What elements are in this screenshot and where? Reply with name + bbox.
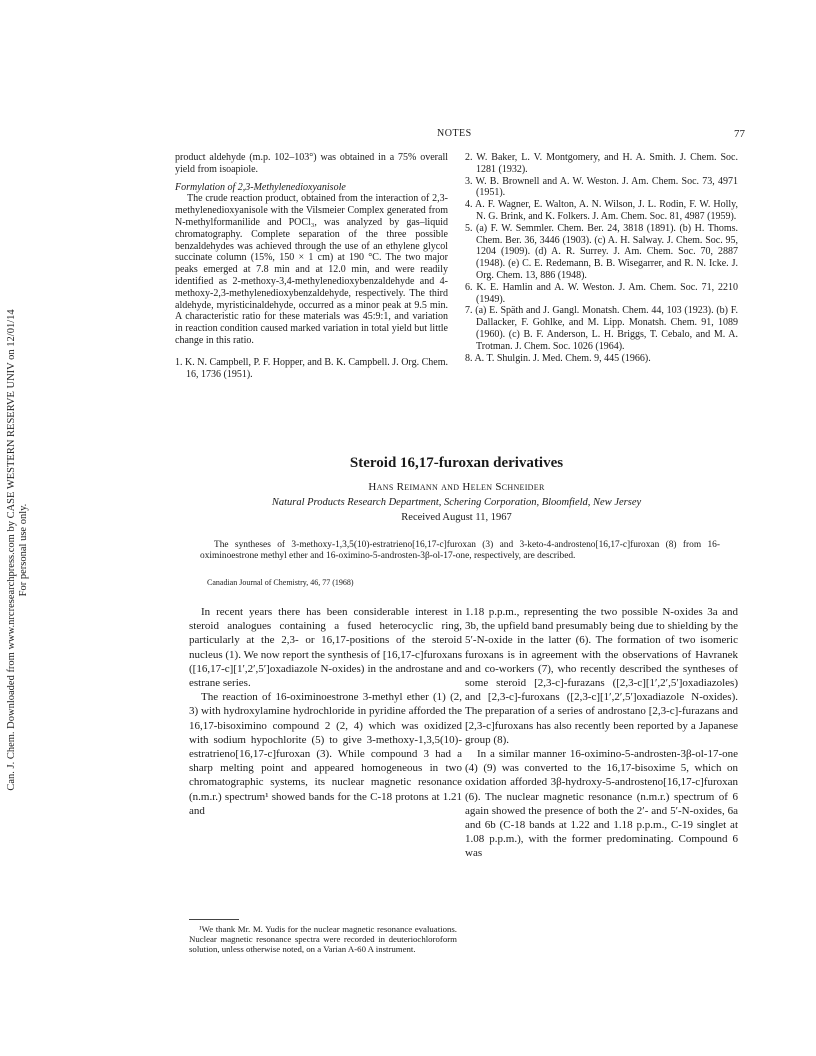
reference-item: 4. A. F. Wagner, E. Walton, A. N. Wilson, J. L. Rodin, F. W. Holly, N. G. Brink, and K. Folkers. J. Am. Chem. Soc. 81, 4987 (1959). bbox=[465, 199, 738, 222]
footnote-rule bbox=[189, 919, 239, 920]
previous-article-paragraph: product aldehyde (m.p. 102–103°) was obtained in a 75% overall yield from isoapiole. bbox=[175, 152, 448, 175]
reference-item: 3. W. B. Brownell and A. W. Weston. J. Am. Chem. Soc. 73, 4971 (1951). bbox=[465, 175, 738, 199]
article-authors: Hans Reimann and Helen Schneider bbox=[368, 481, 545, 493]
reference-item: 1. K. N. Campbell, P. F. Hopper, and B. K. Campbell. J. Org. Chem. 16, 1736 (1951). bbox=[175, 356, 448, 380]
section-heading: Formylation of 2,3-Methylenedioxyanisole bbox=[175, 181, 346, 193]
reference-item: 6. K. E. Hamlin and A. W. Weston. J. Am. Chem. Soc. 71, 2210 (1949). bbox=[465, 281, 738, 305]
body-paragraph: The reaction of 16-oximinoestrone 3-methyl ether (1) (2, 3) with hydroxylamine hydrochloride in pyridine afforded the 16,17-bisoximino compound 2 (2, 4) which was oxidized with sodium hypochlorite (5) to give 3-methoxy-1,3,5(10)-estratrieno[16,17-c]furoxan (3). While compound 3 had a sharp melting point and appeared homogeneous in two chromatographic systems, its nuclear magnetic resonance (n.m.r.) spectrum¹ showed bands for the C-18 protons at 1.21 and bbox=[189, 691, 462, 817]
watermark-line-2: For personal use only. bbox=[18, 503, 29, 597]
watermark-line-1: Can. J. Chem. Downloaded from www.nrcresearchpress.com by CASE WESTERN RESERVE UNIV on 12/01/14 bbox=[6, 309, 17, 791]
article-title: Steroid 16,17-furoxan derivatives bbox=[349, 455, 564, 471]
received-date: Received August 11, 1967 bbox=[401, 512, 512, 523]
body-paragraph: 1.18 p.p.m., representing the two possible N-oxides 3a and 3b, the upfield band presumably being due to shielding by the 5′-N-oxide in the latter (6). The formation of two isomeric furoxans is in agreement with the observations of Havranek and co-workers (7), who recently described the syntheses of some steroid [2,3-c]-furazans ([2,3-c][1′,2′,5′]oxadiazoles) and [2,3-c]-furoxans ([2,3-c][1′,2′,5′]oxadiazole N-oxides). The preparation of a series of androstano [2,3-c]-furazans and [2,3-c]furoxans has also recently been reported by a Japanese group (8). bbox=[465, 606, 738, 746]
footnote-text: ¹We thank Mr. M. Yudis for the nuclear magnetic resonance evaluations. Nuclear magnetic resonance spectra were recorded in deuteriochloroform solution, unless otherwise noted, on a Varian A-60 A instrument. bbox=[189, 924, 457, 955]
reference-item: 7. (a) E. Späth and J. Gangl. Monatsh. Chem. 44, 103 (1923). (b) F. Dallacker, F. Gohlke, and M. Lipp. Monatsh. Chem. 91, 1089 (1960). (c) B. F. Anderson, L. H. Briggs, T. Cebalo, and M. A. Trotman. J. Chem. Soc. 1026 (1964). bbox=[465, 305, 738, 352]
footnote bbox=[189, 924, 457, 955]
download-watermark bbox=[2, 200, 32, 900]
page-number: 77 bbox=[734, 128, 745, 140]
journal-citation: Canadian Journal of Chemistry, 46, 77 (1968) bbox=[207, 578, 354, 587]
article-affiliation: Natural Products Research Department, Schering Corporation, Bloomfield, New Jersey bbox=[271, 497, 642, 508]
reference-item: 8. A. T. Shulgin. J. Med. Chem. 9, 445 (1966). bbox=[465, 352, 651, 364]
previous-article-paragraph: The crude reaction product, obtained from the interaction of 2,3-methylenedioxyanisole with the Vilsmeier Complex generated from N-methylformanilide and POCl₃, was analyzed by gas–liquid chromatography. Complete separation of the three possible benzaldehydes was achieved through the use of an ethylene glycol succinate column (15%, 150 × 1 cm) at 190 °C. The two major peaks emerged at 7.8 min and at 12.0 min, and were readily identified as 2-methoxy-3,4-methylenedioxybenzaldehyde and 4-methoxy-2,3-methylenedioxybenzaldehyde, respectively. The third aldehyde, myristicinaldehyde, occurred as a minor peak at 9.5 min. A characteristic ratio for these materials was 45:9:1, and variation in reaction condition caused marked variation in total yield but little change in this ratio. bbox=[175, 193, 448, 346]
previous-article-left-column bbox=[175, 152, 448, 380]
body-paragraph: In recent years there has been considerable interest in steroid analogues containing a fused heterocyclic ring, particularly at the 2,3- or 16,17-positions of the steroid nucleus (1). We now report the synthesis of [16,17-c]furoxans ([16,17-c][1′,2′,5′]oxadiazole N-oxides) in the androstane and estrane series. bbox=[189, 606, 462, 690]
reference-item: 5. (a) F. W. Semmler. Chem. Ber. 24, 3818 (1891). (b) H. Thoms. Chem. Ber. 36, 3446 (1903). (c) A. H. Salway. J. Chem. Soc. 95, 1204 (1909). (d) A. R. Surrey. J. Am. Chem. Soc. 70, 2887 (1948). (e) C. E. Redemann, B. B. Wisegarrer, and R. N. Icke. J. Org. Chem. 13, 886 (1948). bbox=[465, 222, 738, 281]
abstract bbox=[200, 540, 720, 562]
body-left-column bbox=[189, 605, 462, 818]
abstract-text: The syntheses of 3-methoxy-1,3,5(10)-estratrieno[16,17-c]furoxan (3) and 3-keto-4-androsteno[16,17-c]furoxan (8) from 16-oximinoestrone methyl ether and 16-oximino-5-androsten-3β-ol-17-one, respectively, are described. bbox=[200, 540, 720, 561]
running-title: NOTES bbox=[437, 128, 472, 139]
reference-item: 2. W. Baker, L. V. Montgomery, and H. A. Smith. J. Chem. Soc. 1281 (1932). bbox=[465, 152, 738, 175]
page-header bbox=[175, 128, 765, 142]
reference-list bbox=[465, 152, 738, 364]
body-paragraph: In a similar manner 16-oximino-5-androsten-3β-ol-17-one (4) (9) was converted to the 16,17-bisoxime 5, which on oxidation afforded 3β-hydroxy-5-androsteno[16,17-c]furoxan (6). The nuclear magnetic resonance (n.m.r.) spectrum of 6 again showed the presence of both the 2′- and 5′-N-oxides, 6a and 6b (C-18 bands at 1.22 and 1.18 p.p.m., C-19 singlet at 1.08 p.p.m.), with the former predominating. Compound 6 was bbox=[465, 748, 738, 860]
article-title-block bbox=[175, 455, 738, 523]
body-right-column bbox=[465, 605, 738, 861]
